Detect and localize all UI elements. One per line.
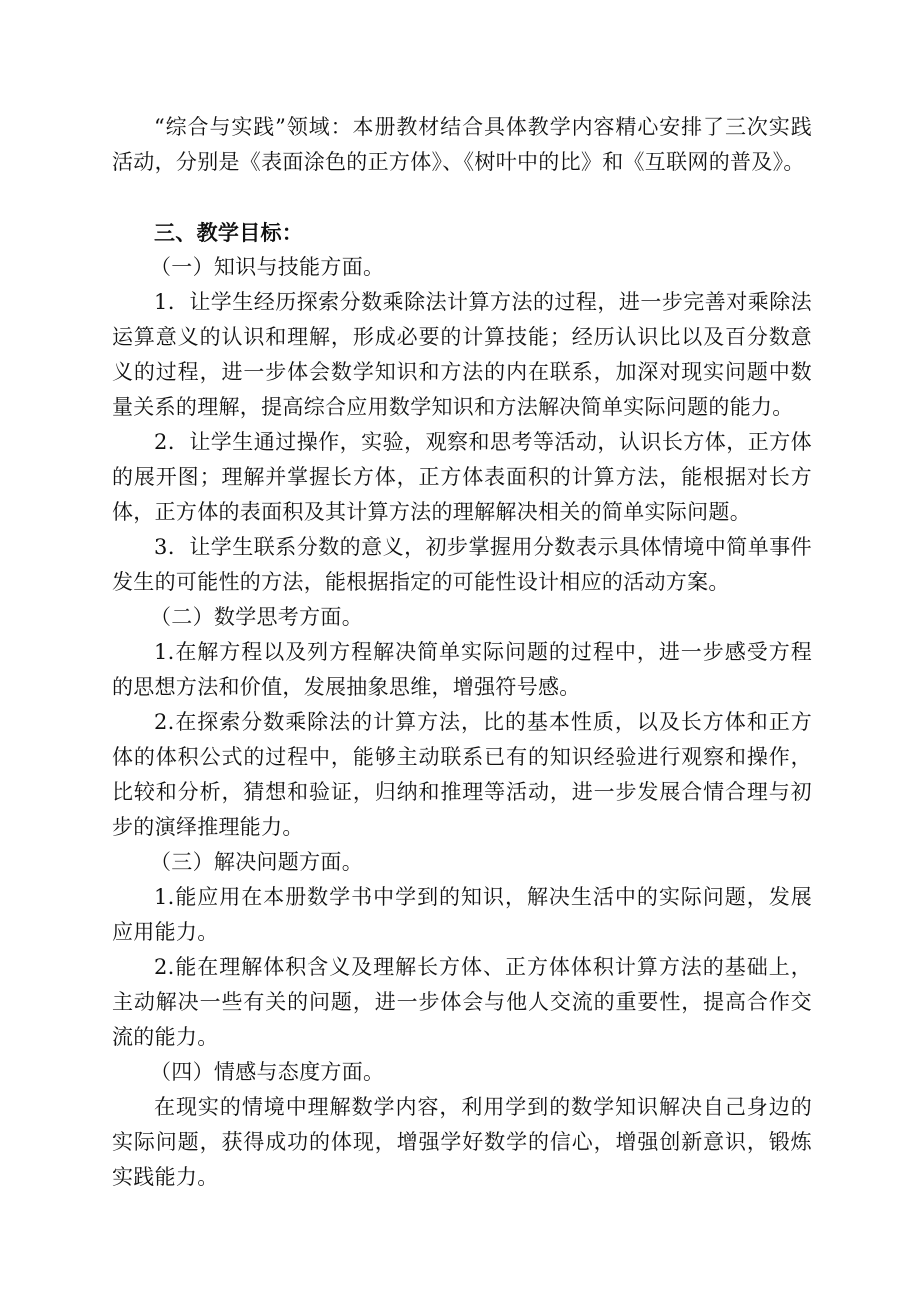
attitude-item-1: 在现实的情境中理解数学内容，利用学到的数学知识解决自己身边的实际问题，获得成功的体现，增强学好数学的信心，增强创新意识，锻炼实践能力。 [112,1095,812,1189]
knowledge-item-3: 3．让学生联系分数的意义，初步掌握用分数表示具体情境中简单事件发生的可能性的方法，能根据指定的可能性设计相应的活动方案。 [112,535,812,594]
subsection-title-knowledge: （一）知识与技能方面。 [150,255,385,279]
thinking-item-2: 2.在探索分数乘除法的计算方法，比的基本性质，以及长方体和正方体的体积公式的过程中，能够主动联系已有的知识经验进行观察和操作，比较和分析，猜想和验证，归纳和推理等活动，进一步发展合情合理与初步的演绎推理能力。 [112,710,812,839]
paragraph-gap [112,180,812,215]
section-heading: 三、教学目标： [154,220,304,245]
knowledge-item-1: 1．让学生经历探索分数乘除法计算方法的过程，进一步完善对乘除法运算意义的认识和理解，形成必要的计算技能；经历认识比以及百分数意义的过程，进一步体会数学知识和方法的内在联系，加深对现实问题中数量关系的理解，提高综合应用数学知识和方法解决简单实际问题的能力。 [112,290,812,419]
document-page [112,110,812,1195]
problem-solving-item-1: 1.能应用在本册数学书中学到的知识，解决生活中的实际问题，发展应用能力。 [112,885,812,944]
subsection-title-attitude: （四）情感与态度方面。 [150,1060,385,1084]
problem-solving-item-2: 2.能在理解体积含义及理解长方体、正方体体积计算方法的基础上，主动解决一些有关的问题，进一步体会与他人交流的重要性，提高合作交流的能力。 [112,955,812,1049]
knowledge-item-2: 2．让学生通过操作，实验，观察和思考等活动，认识长方体，正方体的展开图；理解并掌握长方体，正方体表面积的计算方法，能根据对长方体，正方体的表面积及其计算方法的理解解决相关的简单实际问题。 [112,430,812,524]
intro-paragraph: “综合与实践”领域：本册教材结合具体教学内容精心安排了三次实践活动，分别是《表面涂色的正方体》、《树叶中的比》和《互联网的普及》。 [112,115,812,174]
subsection-title-problem-solving: （三）解决问题方面。 [150,850,363,874]
subsection-title-thinking: （二）数学思考方面。 [150,605,363,629]
thinking-item-1: 1.在解方程以及列方程解决简单实际问题的过程中，进一步感受方程的思想方法和价值，发展抽象思维，增强符号感。 [112,640,812,699]
